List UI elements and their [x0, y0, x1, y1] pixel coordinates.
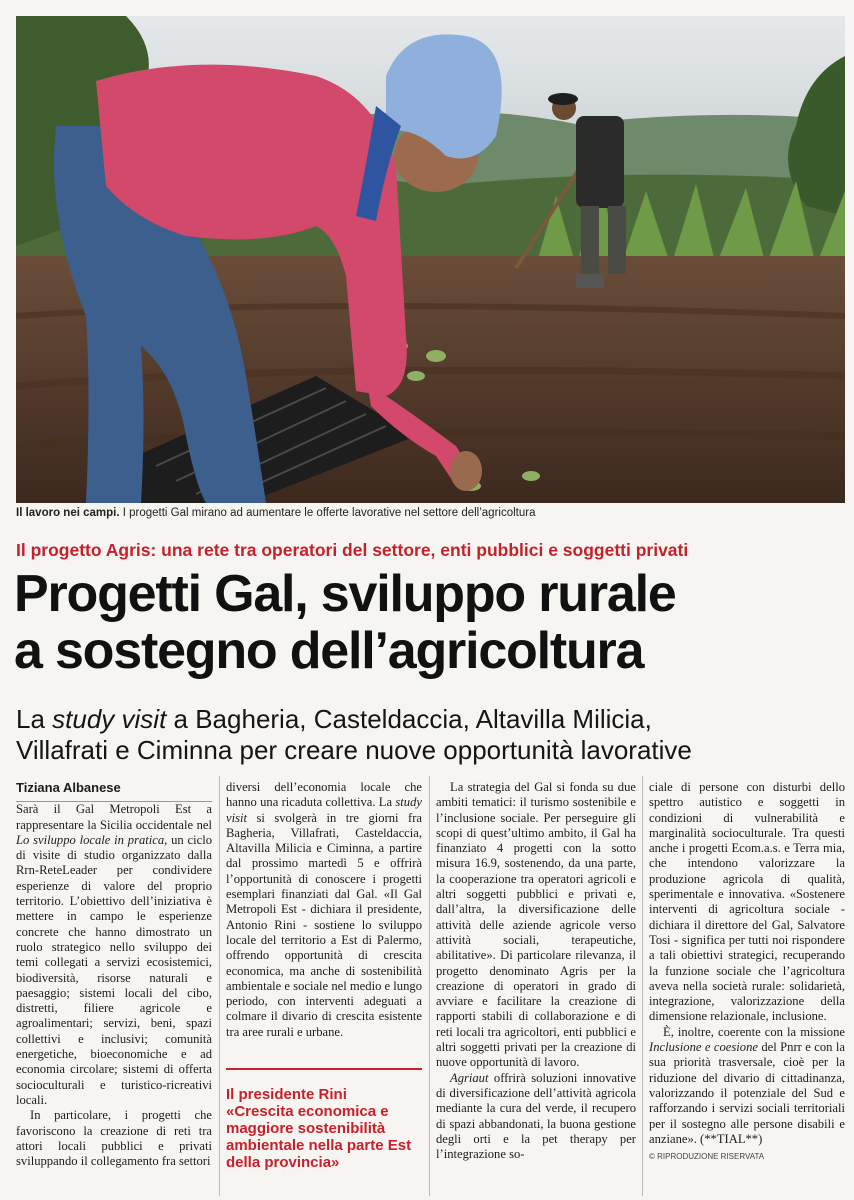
- column-rule: [219, 776, 220, 1196]
- pull-quote-text: «Crescita economica e maggiore sostenibilità ambientale nella parte Est della provincia»: [226, 1103, 412, 1171]
- caption-text: I progetti Gal mirano ad aumentare le offerte lavorative nel settore dell’agricoltura: [119, 507, 536, 519]
- caption-bold: Il lavoro nei campi.: [16, 507, 120, 519]
- paragraph: Agriaut offrirà soluzioni innovative di diversificazione dell’attività agricola mediante la cura del verde, il recupero di spazi abbandonati, la buona gestione degli orti e la pet therapy per l’integrazione so-: [436, 1070, 636, 1162]
- paragraph: Sarà il Gal Metropoli Est a rappresentare la Sicilia occidentale nel Lo sviluppo locale in pratica, un ciclo di visite di studio organizzato dalla Rrn-ReteLeader per condividere esperienze di valore del proprio territorio. L’obiettivo dell’iniziativa è mettere in campo le esperienze concrete che hanno dimostrato un ruolo strategico nello sviluppo dei temi collegati a servizi ecosistemici, biodiversità, risorse naturali e paesaggio; sistemi locali del cibo, distretti, filiere agricole e agroalimentari; servizi, beni, spazi collettivi e inclusivi; comunità energetiche, bioeconomiche e ad economia circolare; sistemi di offerta socioculturali e turistico-ricreativi locali.: [16, 802, 212, 1107]
- paragraph: diversi dell’economia locale che hanno una ricaduta collettiva. La study visit si svolgerà in tre giorni fra Bagheria, Villafrati, Casteldaccia, Altavilla Milicia e Ciminna, a partire dal prossimo martedì 5 e offrirà l’opportunità di conoscere i progetti esemplari finanziati dal Gal. «Il Gal Metropoli Est - dichiara il presidente, Antonio Rini - sostiene lo sviluppo locale del territorio a Est di Palermo, offrendo opportunità di crescita economica, ma anche di sostenibilità ambientale e sociale nel medio e lungo periodo, con interventi adeguati a colmare il divario di crescita esistente tra aree rurali e urbane.: [226, 780, 422, 1039]
- subhead-text: a Bagheria, Casteldaccia, Altavilla Milicia,: [166, 704, 652, 734]
- headline-line-1: Progetti Gal, sviluppo rurale: [14, 565, 676, 623]
- column-rule: [429, 776, 430, 1196]
- copyright-notice: © RIPRODUZIONE RISERVATA: [649, 1152, 765, 1162]
- headline-line-2: a sostegno dell’agricoltura: [14, 622, 644, 680]
- column-1: [16, 780, 212, 1169]
- subhead-emphasis: study visit: [52, 704, 167, 734]
- column-rule: [642, 776, 643, 1196]
- subhead-line-2: Villafrati e Ciminna per creare nuove opportunità lavorative: [16, 735, 692, 765]
- subhead-text: La: [16, 704, 53, 734]
- byline: Tiziana Albanese: [16, 780, 212, 802]
- article-subhead: [16, 704, 846, 766]
- column-4: [649, 780, 845, 1164]
- paragraph: ciale di persone con disturbi dello spettro autistico e soggetti in condizioni di vulnerabilità e marginalità socioculturale. Tra questi anche i progetti Ecom.a.s. e Terra mia, che intendono valorizzare la produzione agricola di qualità, sperimentale e innovativa. «Sostenere interventi di agricoltura sociale - dichiara il direttore del Gal, Salvatore Tosi - significa per tutti noi rispondere a tali obiettivi strategici, recuperando la funzione sociale che l’agricoltura aveva nella società rurale: solidarietà, integrazione, valorizzazione della dimensione relazionale, inclusione.: [649, 780, 845, 1024]
- paragraph: È, inoltre, coerente con la missione Inclusione e coesione del Pnrr e con la sua priorità trasversale, cioè per la riduzione del divario di cittadinanza, valorizzando il potenziale del Sud e rafforzando i servizi sociali territoriali per il sostegno alle persone disabili e anziane». (**TIAL**): [649, 1024, 845, 1146]
- paragraph: La strategia del Gal si fonda su due ambiti tematici: il turismo sostenibile e l’inclusione sociale. Per perseguire gli scopi di quest’ultimo ambito, il Gal ha finanziato 4 progetti con la sotto misura 16.9, sostenendo, da una parte, la cooperazione tra operatori agricoli e altri soggetti pubblici e privati e, dall’altra, la diversificazione delle attività delle aziende agricole verso attività sociali, terapeutiche, abilitative». Di particolare rilevanza, il progetto denominato Agris per la creazione di operatori in grado di avviare e facilitare la creazione di rapporti stabili di collaborazione e di reti locali tra agricoltori, enti pubblici e altri soggetti privati per la creazione di nuove opportunità di lavoro.: [436, 780, 636, 1070]
- column-2: [226, 780, 422, 1040]
- paragraph: In particolare, i progetti che favoriscono la creazione di reti tra attori locali pubblici e privati sviluppando il collegamento fra settori: [16, 1108, 212, 1169]
- article-photo: [16, 16, 845, 503]
- subhead-line-1: [16, 704, 846, 735]
- pull-quote-kicker: Il presidente Rini: [226, 1086, 347, 1103]
- photo-caption: [16, 507, 845, 519]
- pull-quote: [226, 1068, 422, 1171]
- field-workers-illustration: [16, 16, 845, 503]
- article-kicker: Il progetto Agris: una rete tra operatori del settore, enti pubblici e soggetti privati: [16, 540, 689, 560]
- column-3: [436, 780, 636, 1162]
- article-headline: [14, 566, 844, 680]
